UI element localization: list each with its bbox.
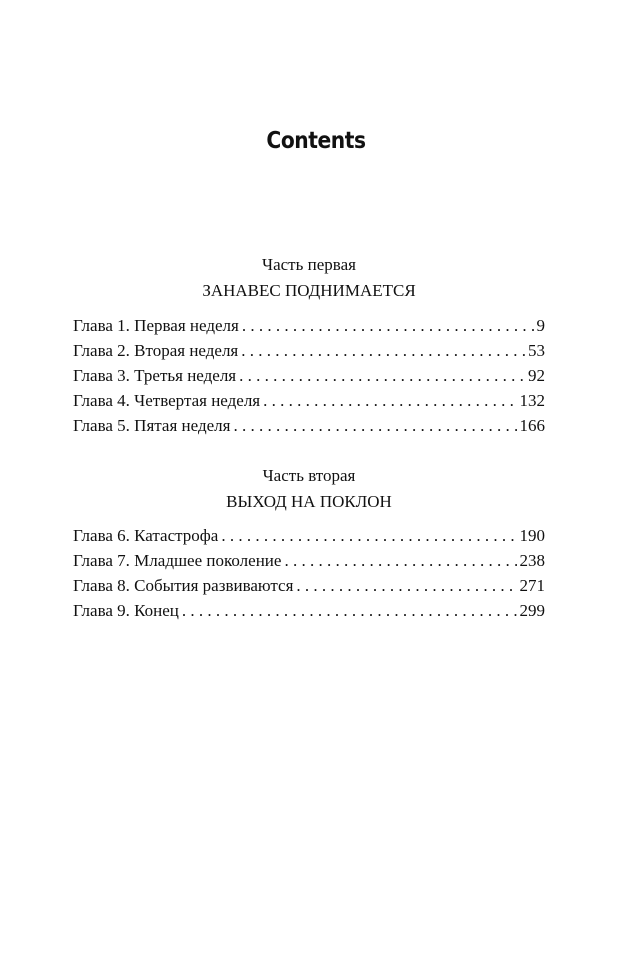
dot-leader — [221, 523, 516, 548]
dot-leader — [239, 363, 525, 388]
dot-leader — [241, 338, 525, 363]
dot-leader — [263, 388, 516, 413]
part-title: ЗАНАВЕС ПОДНИМАЕТСЯ — [202, 281, 416, 300]
dot-leader — [182, 598, 517, 623]
toc-entry-chapter-3[interactable] — [73, 363, 545, 388]
chapter-label: Глава 7. Младшее поколение — [73, 551, 282, 570]
chapter-page-number: 238 — [519, 551, 545, 570]
toc-entry-chapter-7[interactable] — [73, 548, 545, 573]
chapter-label: Глава 8. События развиваются — [73, 576, 294, 595]
toc-entry-chapter-5[interactable] — [73, 413, 545, 438]
toc-entry-chapter-4[interactable] — [73, 388, 545, 413]
chapter-label: Глава 5. Пятая неделя — [73, 416, 231, 435]
chapter-page-number: 190 — [519, 526, 545, 545]
part-label: Часть первая — [262, 255, 356, 274]
toc-list-part-2 — [73, 523, 545, 623]
chapter-label: Глава 2. Вторая неделя — [73, 341, 239, 360]
part-label: Часть вторая — [262, 466, 356, 485]
chapter-label: Глава 1. Первая неделя — [73, 316, 239, 335]
chapter-page-number: 132 — [519, 391, 545, 410]
toc-entry-chapter-9[interactable] — [73, 598, 545, 623]
toc-entry-chapter-2[interactable] — [73, 338, 545, 363]
chapter-label: Глава 4. Четвертая неделя — [73, 391, 261, 410]
toc-list-part-1 — [73, 313, 545, 438]
dot-leader — [233, 413, 516, 438]
dot-leader — [284, 548, 516, 573]
dot-leader — [242, 313, 534, 338]
toc-entry-chapter-8[interactable] — [73, 573, 545, 598]
chapter-page-number: 271 — [519, 576, 545, 595]
part-heading-1 — [0, 252, 618, 304]
chapter-page-number: 166 — [519, 416, 545, 435]
chapter-label: Глава 6. Катастрофа — [73, 526, 219, 545]
chapter-page-number: 9 — [536, 316, 545, 335]
toc-entry-chapter-1[interactable] — [73, 313, 545, 338]
page-title: Contents — [266, 128, 366, 154]
chapter-page-number: 299 — [519, 601, 545, 620]
chapter-label: Глава 3. Третья неделя — [73, 366, 237, 385]
chapter-label: Глава 9. Конец — [73, 601, 179, 620]
chapter-page-number: 53 — [528, 341, 545, 360]
toc-entry-chapter-6[interactable] — [73, 523, 545, 548]
dot-leader — [296, 573, 516, 598]
part-heading-2 — [0, 463, 618, 515]
chapter-page-number: 92 — [528, 366, 545, 385]
part-title: ВЫХОД НА ПОКЛОН — [226, 492, 392, 511]
